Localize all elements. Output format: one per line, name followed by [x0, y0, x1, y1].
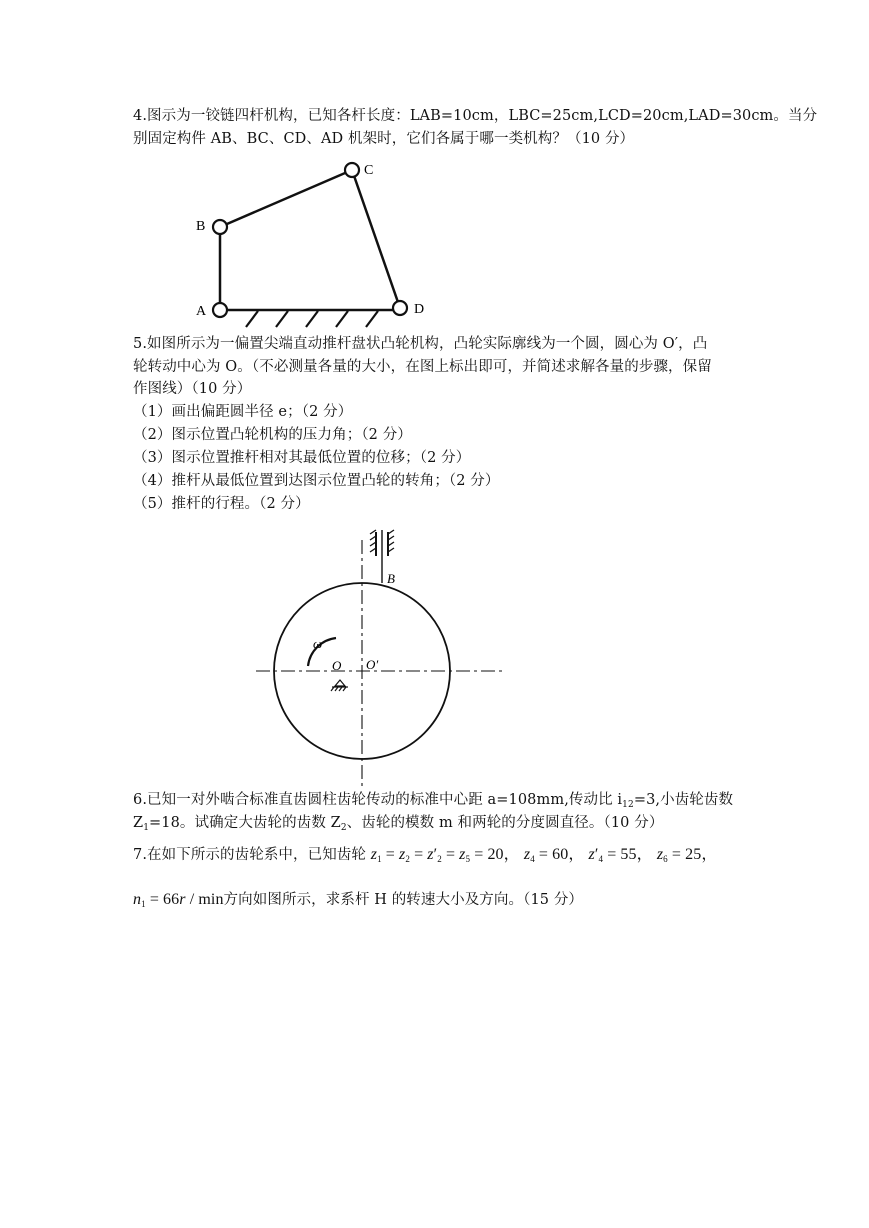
ground-hatch: [336, 311, 348, 327]
joint-a: [213, 303, 227, 317]
q7-text-line-1: 7.在如下所示的齿轮系中，已知齿轮 $z_1 = z_2 = z'_2 = z_5 = 20$， $z_4 = 60$， $z'_4 = 55$， $z_6 = 25$，: [133, 846, 718, 864]
label-d: D: [414, 302, 425, 317]
ground-hatch: [366, 311, 378, 327]
link-bc: [220, 170, 352, 227]
q5-item-4: （4）推杆从最低位置到达图示位置凸轮的转角；（2 分）: [133, 473, 500, 489]
q7-equation-n1: $n_1 = 66r / \min$: [133, 891, 224, 909]
q6-text-line-1: 6.已知一对外啮合标准直齿圆柱齿轮传动的标准中心距 a=108mm,传动比 $i_{12}=3$,小齿轮齿数: [133, 792, 734, 810]
label-c: C: [364, 163, 374, 178]
label-o-prime: O′: [366, 657, 379, 672]
label-o: O: [332, 658, 342, 673]
joint-c: [345, 163, 359, 177]
joint-b: [213, 220, 227, 234]
q5-text-line-2: 轮转动中心为 O。（不必测量各量的大小，在图上标出即可，并简述求解各量的步骤，保留: [133, 359, 712, 375]
four-bar-linkage-figure: [180, 155, 440, 335]
q7-equation-z: $z_1 = z_2 = z'_2 = z_5 = 20$， $z_4 = 60$， $z'_4 = 55$， $z_6 = 25$，: [370, 846, 718, 864]
cam-mechanism-figure: [250, 520, 510, 790]
label-b: B: [196, 219, 206, 234]
q7-text-line-2: $n_1 = 66r / \min$方向如图所示，求系杆 H 的转速大小及方向。（15 分）: [133, 891, 584, 909]
q4-text-line-1: 4.图示为一铰链四杆机构，已知各杆长度：LAB=10cm，LBC=25cm,LCD=20cm,LAD=30cm。当分: [133, 108, 818, 124]
q4-text-line-2: 别固定构件 AB、BC、CD、AD 机架时，它们各属于哪一类机构？（10 分）: [133, 131, 635, 147]
q5-item-3: （3）图示位置推杆相对其最低位置的位移；（2 分）: [133, 450, 471, 466]
label-omega: ω: [313, 636, 323, 651]
ground-hatch: [276, 311, 288, 327]
q5-text-line-3: 作图线）（10 分）: [133, 381, 252, 397]
q6-text-line-2: $Z_1=18$。试确定大齿轮的齿数 $Z_2$、齿轮的模数 m 和两轮的分度圆直径。（10 分）: [133, 815, 664, 833]
label-a: A: [196, 304, 207, 319]
joint-d: [393, 301, 407, 315]
pivot-support-icon: [335, 680, 345, 686]
q5-item-5: （5）推杆的行程。（2 分）: [133, 496, 310, 512]
label-b-point: B: [387, 571, 395, 586]
link-cd: [352, 170, 400, 308]
ground-hatch: [306, 311, 318, 327]
ground-hatch: [246, 311, 258, 327]
q5-item-2: （2）图示位置凸轮机构的压力角；（2 分）: [133, 427, 412, 443]
q5-item-1: （1）画出偏距圆半径 e；（2 分）: [133, 404, 353, 420]
q5-text-line-1: 5.如图所示为一偏置尖端直动推杆盘状凸轮机构，凸轮实际廓线为一个圆，圆心为 O′，凸: [133, 336, 708, 352]
